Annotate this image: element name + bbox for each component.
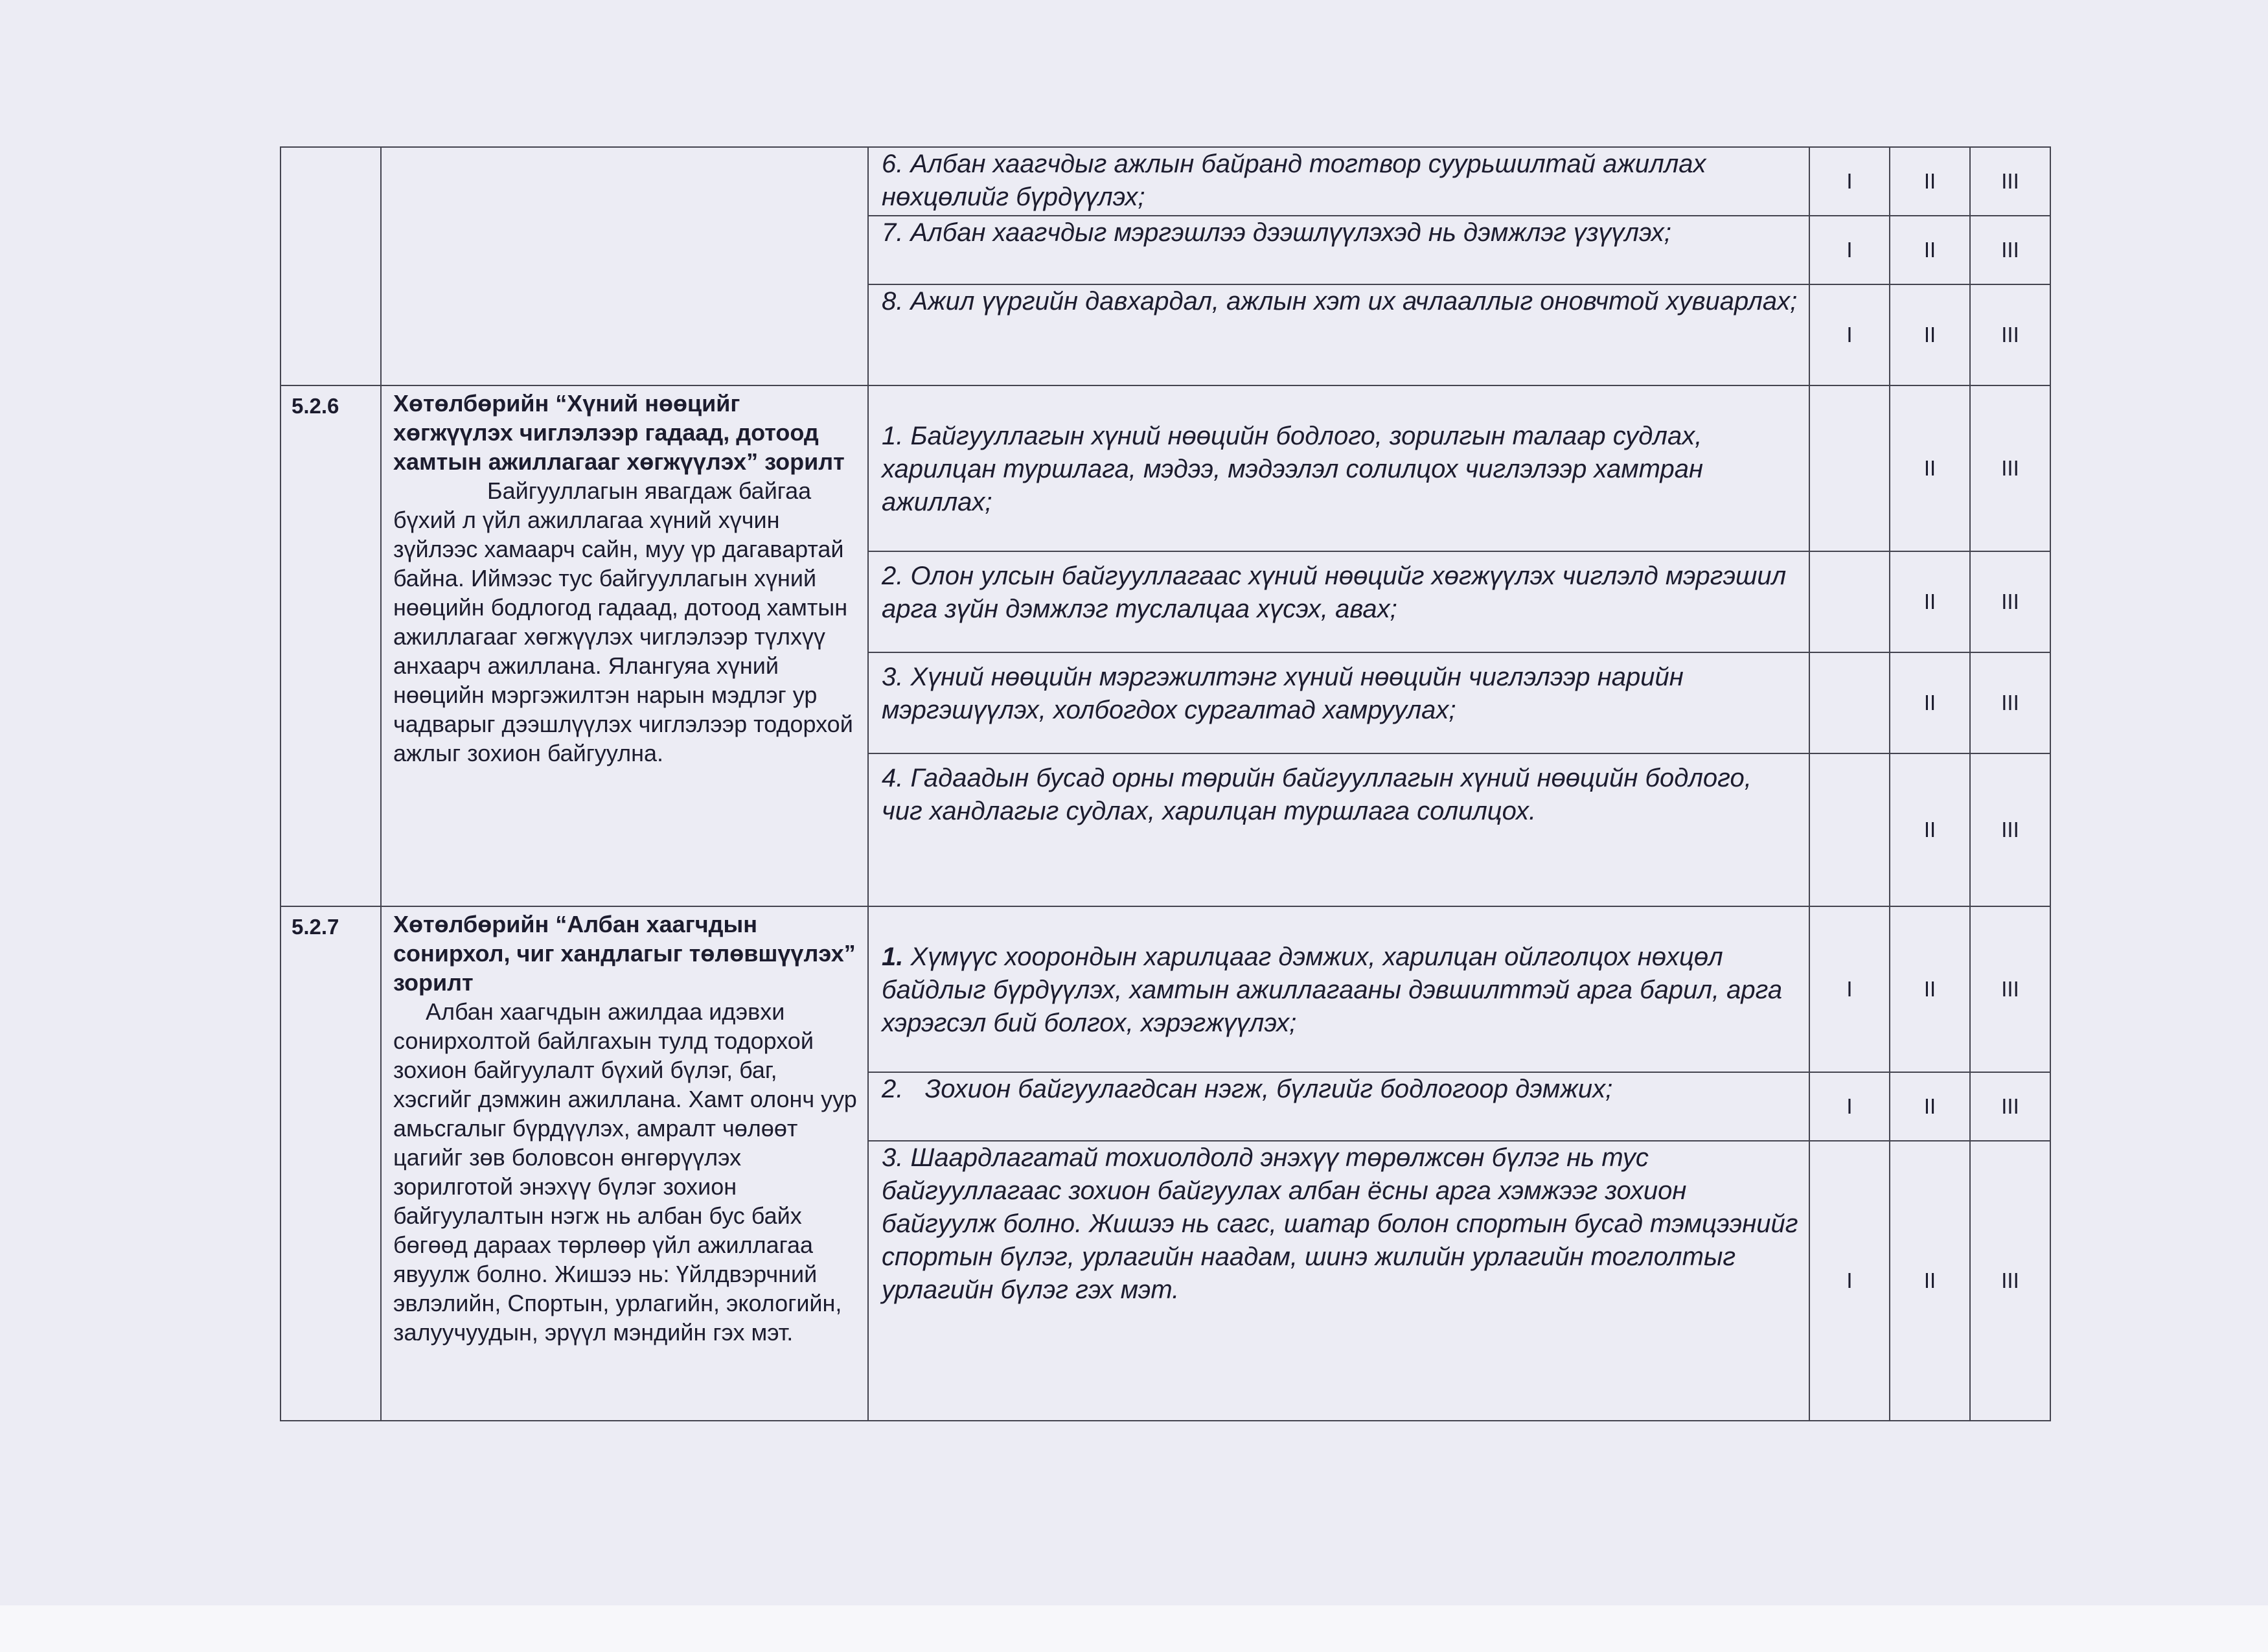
section-number: 5.2.6 <box>281 385 381 906</box>
section-goal <box>381 906 868 1421</box>
task-text: Хүмүүс хоорондын харилцааг дэмжих, харилцан ойлголцох нөхцөл байдлыг бүрдүүлэх, хамтын ажиллагааны дэвшилттэй арга барил, арга хэрэгсэл бий болгох, хэрэгжүүлэх; <box>882 943 1783 1037</box>
empty-goal-cell <box>381 147 868 385</box>
level-iii: III <box>1970 284 2050 385</box>
level-i: I <box>1809 1141 1890 1421</box>
level-empty <box>1809 385 1890 551</box>
level-iii: III <box>1970 551 2050 652</box>
level-ii: II <box>1890 906 1970 1072</box>
level-i: I <box>1809 1072 1890 1141</box>
level-iii: III <box>1970 652 2050 753</box>
level-ii: II <box>1890 1141 1970 1421</box>
table-row <box>281 906 2050 1072</box>
table-row <box>281 147 2050 216</box>
level-ii: II <box>1890 147 1970 216</box>
task-cell: 2. Олон улсын байгууллагаас хүний нөөцийг хөгжүүлэх чиглэлд мэргэшил арга зүйн дэмжлэг туслалцаа хүсэх, авах; <box>868 551 1809 652</box>
level-ii: II <box>1890 385 1970 551</box>
level-ii: II <box>1890 753 1970 906</box>
goal-title: Хөтөлбөрийн “Хүний нөөцийг хөгжүүлэх чиглэлээр гадаад, дотоод хамтын ажиллагааг хөгжүүлэх” зорилт <box>393 390 845 475</box>
task-cell: 3. Хүний нөөцийн мэргэжилтэнг хүний нөөцийн чиглэлээр нарийн мэргэшүүлэх, холбогдох сургалтад хамруулах; <box>868 652 1809 753</box>
level-iii: III <box>1970 216 2050 284</box>
task-cell: 2. Зохион байгуулагдсан нэгж, бүлгийг бодлогоор дэмжих; <box>868 1072 1809 1141</box>
level-empty <box>1809 551 1890 652</box>
level-ii: II <box>1890 652 1970 753</box>
task-cell: 7. Албан хаагчдыг мэргэшлээ дээшлүүлэхэд нь дэмжлэг үзүүлэх; <box>868 216 1809 284</box>
task-number: 1. <box>882 943 904 971</box>
goal-description: Албан хаагчдын ажилдаа идэвхи сонирхолтой байлгахын тулд тодорхой зохион байгуулалт бүхий бүлэг, баг, хэсгийг дэмжин ажиллана. Хамт олонч уур амьсгалыг бүрдүүлэх, амралт чөлөөт цагийг зөв боловсон өнгөрүүлэх зорилготой энэхүү бүлэг зохион байгуулалтын нэгж нь албан бус байх бөгөөд дараах төрлөөр үйл ажиллагаа явуулж болно. Жишээ нь: Үйлдвэрчний эвлэлийн, Спортын, урлагийн, экологийн, залуучуудын, эрүүл мэндийн гэх мэт. <box>393 998 857 1346</box>
level-ii: II <box>1890 1072 1970 1141</box>
level-iii: III <box>1970 906 2050 1072</box>
task-cell <box>868 906 1809 1072</box>
level-ii: II <box>1890 551 1970 652</box>
task-cell: 6. Албан хаагчдыг ажлын байранд тогтвор суурьшилтай ажиллах нөхцөлийг бүрдүүлэх; <box>868 147 1809 216</box>
level-i: I <box>1809 284 1890 385</box>
goal-description: Байгууллагын явагдаж байгаа бүхий л үйл ажиллагаа хүний хүчин зүйлээс хамаарч сайн, муу үр дагавартай байна. Иймээс тус байгууллагын хүний нөөцийн бодлогод гадаад, дотоод хамтын ажиллагааг хөгжүүлэх чиглэлээр түлхүү анхаарч ажиллана. Ялангуяа хүний нөөцийн мэргэжилтэн нарын мэдлэг ур чадварыг дээшлүүлэх чиглэлээр тодорхой ажлыг зохион байгуулна. <box>393 477 853 766</box>
level-ii: II <box>1890 216 1970 284</box>
level-empty <box>1809 753 1890 906</box>
task-cell: 3. Шаардлагатай тохиолдолд энэхүү төрөлжсөн бүлэг нь тус байгууллагаас зохион байгуулах албан ёсны арга хэмжээг зохион байгуулж болно. Жишээ нь сагс, шатар болон спортын бусад тэмцээнийг спортын бүлэг, урлагийн наадам, шинэ жилийн урлагийн тоглолтыг урлагийн бүлэг гэх мэт. <box>868 1141 1809 1421</box>
goal-title: Хөтөлбөрийн “Албан хаагчдын сонирхол, чиг хандлагыг төлөвшүүлэх” зорилт <box>393 911 856 996</box>
section-goal <box>381 385 868 906</box>
action-plan-table <box>280 146 2051 1421</box>
task-cell: 1. Байгууллагын хүний нөөцийн бодлого, зорилгын талаар судлах, харилцан туршлага, мэдээ, мэдээлэл солилцох чиглэлээр хамтран ажиллах; <box>868 385 1809 551</box>
task-cell: 4. Гадаадын бусад орны төрийн байгууллагын хүний нөөцийн бодлого, чиг хандлагыг судлах, харилцан туршлага солилцох. <box>868 753 1809 906</box>
scan-edge <box>0 1605 2268 1652</box>
level-i: I <box>1809 216 1890 284</box>
level-i: I <box>1809 906 1890 1072</box>
level-ii: II <box>1890 284 1970 385</box>
empty-number-cell <box>281 147 381 385</box>
level-iii: III <box>1970 1072 2050 1141</box>
task-cell: 8. Ажил үүргийн давхардал, ажлын хэт их ачлааллыг оновчтой хувиарлах; <box>868 284 1809 385</box>
section-number: 5.2.7 <box>281 906 381 1421</box>
level-iii: III <box>1970 385 2050 551</box>
level-iii: III <box>1970 753 2050 906</box>
level-i: I <box>1809 147 1890 216</box>
table-row <box>281 385 2050 551</box>
level-iii: III <box>1970 147 2050 216</box>
level-iii: III <box>1970 1141 2050 1421</box>
level-empty <box>1809 652 1890 753</box>
